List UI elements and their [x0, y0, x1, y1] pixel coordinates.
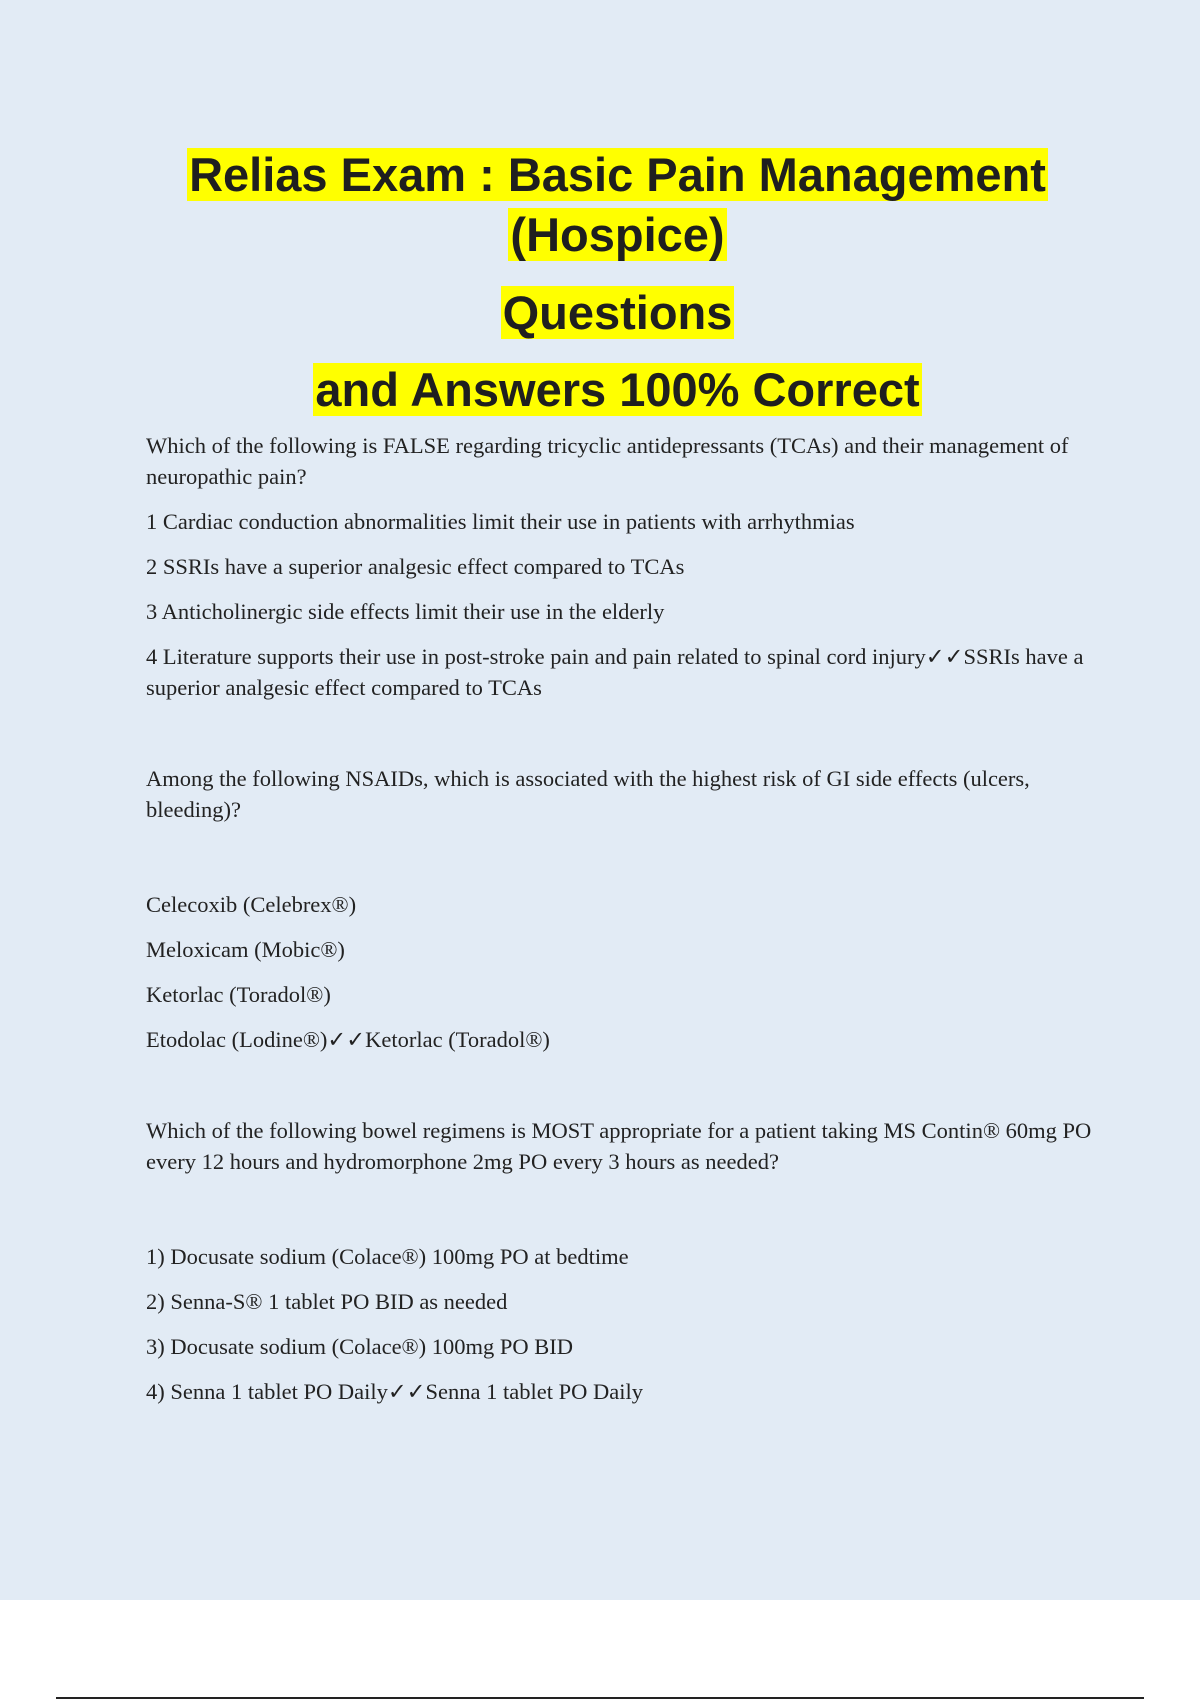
answer-option: 2 SSRIs have a superior analgesic effect compared to TCAs [146, 554, 685, 579]
answer-option: Meloxicam (Mobic®) [146, 937, 345, 962]
title-line-4: and Answers 100% Correct [315, 363, 920, 416]
answer-option: Ketorlac (Toradol®) [146, 982, 331, 1007]
title-line-3: Questions [502, 286, 733, 339]
question-text: Among the following NSAIDs, which is associated with the highest risk of GI side effects (ulcers, bleeding)? [146, 766, 1030, 822]
answer-option: 1 Cardiac conduction abnormalities limit their use in patients with arrhythmias [146, 509, 855, 534]
title-line-1: Relias Exam : Basic Pain Management [189, 148, 1046, 201]
answer-options [146, 889, 1096, 1055]
question-text: Which of the following bowel regimens is MOST appropriate for a patient taking MS Contin® 60mg PO every 12 hours and hydromorphone 2mg PO every 3 hours as needed? [146, 1118, 1092, 1174]
answer-option-with-correct-answer: Etodolac (Lodine®)✓✓Ketorlac (Toradol®) [146, 1027, 550, 1052]
answer-option: 2) Senna-S® 1 tablet PO BID as needed [146, 1289, 508, 1314]
answer-option: Celecoxib (Celebrex®) [146, 892, 357, 917]
answer-option-with-correct-answer: 4) Senna 1 tablet PO Daily✓✓Senna 1 tablet PO Daily [146, 1379, 643, 1404]
answer-option: 3 Anticholinergic side effects limit their use in the elderly [146, 599, 665, 624]
title-line-2: (Hospice) [510, 208, 725, 261]
question-block-1 [146, 430, 1096, 703]
question-block-2 [146, 763, 1096, 1055]
question-text: Which of the following is FALSE regarding tricyclic antidepressants (TCAs) and their management of neuropathic pain? [146, 433, 1069, 489]
answer-option: 1) Docusate sodium (Colace®) 100mg PO at bedtime [146, 1244, 629, 1269]
footer-divider [56, 1697, 1144, 1699]
answer-option: 3) Docusate sodium (Colace®) 100mg PO BID [146, 1334, 574, 1359]
document-title [0, 145, 1200, 420]
answer-option-with-correct-answer: 4 Literature supports their use in post-stroke pain and pain related to spinal cord injury✓✓SSRIs have a superior analgesic effect compared to TCAs [146, 644, 1084, 700]
answer-options [146, 1241, 1096, 1407]
document-body [146, 430, 1096, 1407]
question-block-3 [146, 1115, 1096, 1407]
